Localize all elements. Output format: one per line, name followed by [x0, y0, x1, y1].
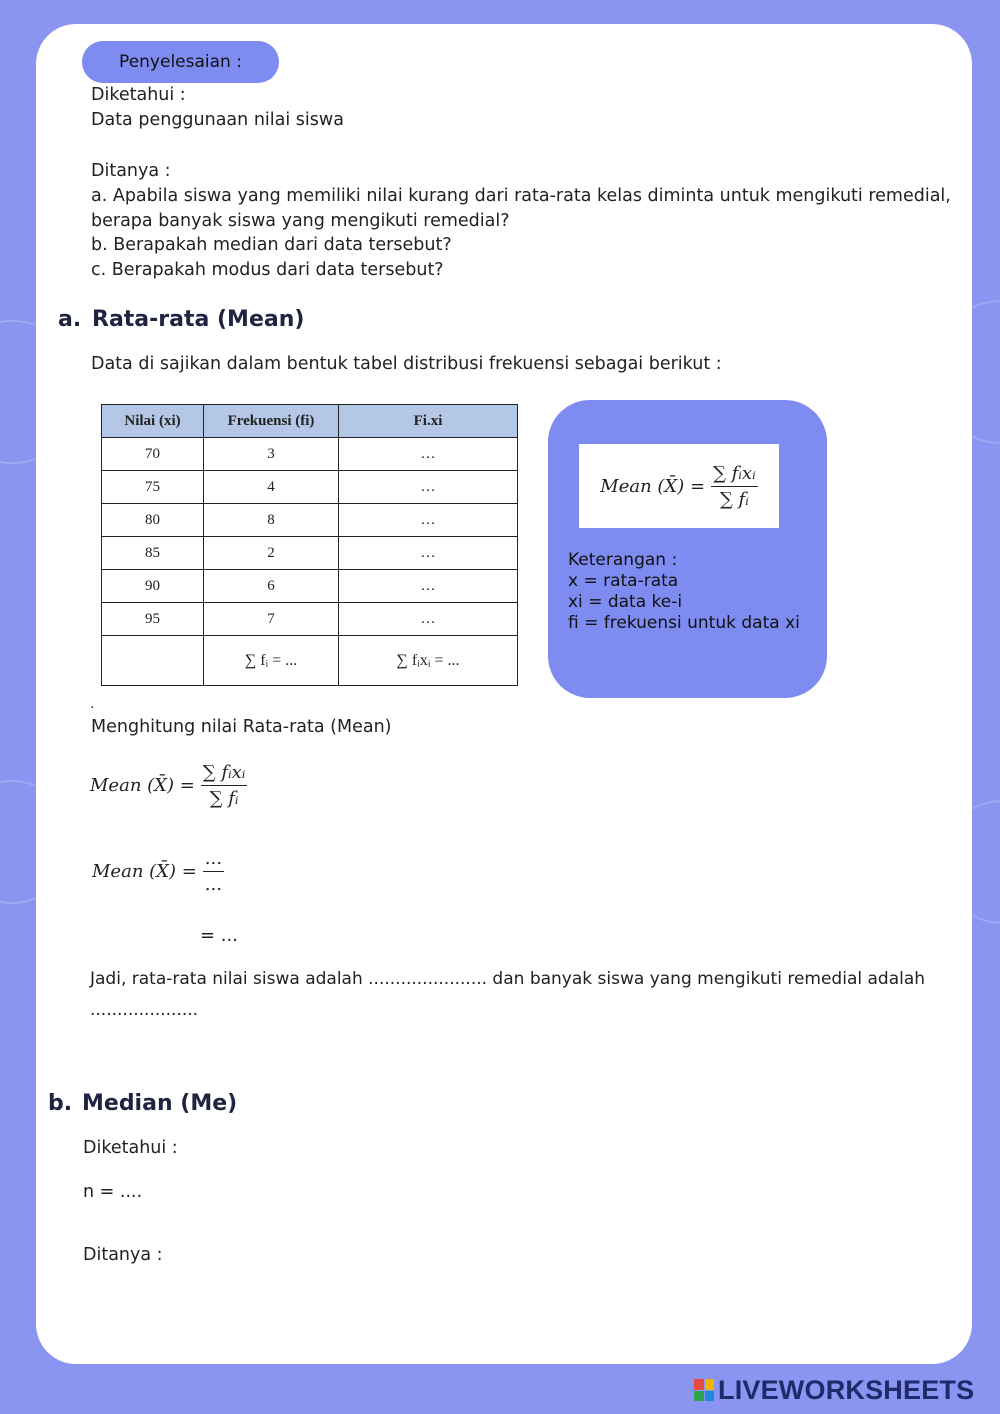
table-sum-row: [102, 636, 518, 686]
table-intro: Data di sajikan dalam bentuk tabel distribusi frekuensi sebagai berikut :: [91, 354, 722, 374]
legend-block: [568, 550, 800, 634]
table-row: [102, 570, 518, 603]
sum-frequency: ∑ fᵢ = ...: [204, 636, 339, 686]
section-b-title: Median (Me): [82, 1091, 238, 1116]
section-a-title: Rata-rata (Mean): [92, 307, 305, 332]
liveworksheets-brand: LIVEWORKSHEETS: [718, 1374, 975, 1405]
calc-formula-1: [90, 762, 247, 809]
calc-result: = ...: [200, 925, 238, 946]
cell-nilai: 80: [102, 504, 204, 537]
cell-frekuensi: 8: [204, 504, 339, 537]
cell-nilai: 95: [102, 603, 204, 636]
solution-pill: [82, 41, 279, 83]
question-b: b. Berapakah median dari data tersebut?: [91, 235, 452, 255]
solution-pill-label: Penyelesaian :: [119, 52, 242, 72]
formula-panel: [548, 400, 827, 698]
cell-fixi: …: [339, 570, 518, 603]
table-row: [102, 438, 518, 471]
table-header-frekuensi: Frekuensi (fi): [204, 405, 339, 438]
given-label: Diketahui :: [91, 85, 186, 105]
cell-frekuensi: 2: [204, 537, 339, 570]
liveworksheets-logo[interactable]: [694, 1374, 974, 1406]
frequency-table: [101, 404, 518, 686]
median-asked-label: Ditanya :: [83, 1245, 163, 1265]
question-a-line1: a. Apabila siswa yang memiliki nilai kurang dari rata-rata kelas diminta untuk mengikuti remedial,: [91, 186, 951, 206]
table-row: [102, 537, 518, 570]
conclusion-line2: ....................: [90, 1000, 199, 1020]
cell-fixi: …: [339, 471, 518, 504]
calc-formula-1-numerator: ∑ fᵢxᵢ: [201, 762, 248, 786]
stray-dot: .: [90, 696, 95, 712]
given-text: Data penggunaan nilai siswa: [91, 110, 344, 130]
median-n-line: n = ....: [83, 1182, 143, 1202]
calc-formula-2-numerator: ...: [203, 848, 224, 872]
cell-frekuensi: 4: [204, 471, 339, 504]
calc-formula-2-denominator: ...: [204, 874, 222, 895]
table-header-fixi: Fi.xi: [339, 405, 518, 438]
legend-title: Keterangan :: [568, 550, 678, 570]
mean-formula-box: [579, 444, 779, 528]
cell-nilai: 75: [102, 471, 204, 504]
conclusion-line1: Jadi, rata-rata nilai siswa adalah ...................... dan banyak siswa yang mengikuti remedial adalah: [90, 969, 926, 989]
cell-frekuensi: 7: [204, 603, 339, 636]
table-row: [102, 603, 518, 636]
cell-frekuensi: 3: [204, 438, 339, 471]
mean-formula-lhs: Mean (X̄) =: [600, 475, 706, 497]
asked-label: Ditanya :: [91, 161, 171, 181]
cell-nilai: 90: [102, 570, 204, 603]
sum-fixi: ∑ fᵢxᵢ = ...: [339, 636, 518, 686]
table-row: [102, 504, 518, 537]
liveworksheets-logo-icon: [694, 1379, 714, 1401]
section-b-marker: b.: [48, 1091, 73, 1116]
cell-fixi: …: [339, 504, 518, 537]
calc-formula-2: [92, 848, 224, 895]
cell-nilai: 70: [102, 438, 204, 471]
table-header-nilai: Nilai (xi): [102, 405, 204, 438]
cell-fixi: …: [339, 438, 518, 471]
section-a-marker: a.: [58, 307, 82, 332]
calc-label: Menghitung nilai Rata-rata (Mean): [91, 717, 392, 737]
median-given-label: Diketahui :: [83, 1138, 178, 1158]
cell-nilai: 85: [102, 537, 204, 570]
question-a-line2: berapa banyak siswa yang mengikuti remedial?: [91, 211, 510, 231]
cell-fixi: …: [339, 603, 518, 636]
mean-formula: [600, 463, 757, 510]
mean-formula-numerator: ∑ fᵢxᵢ: [711, 463, 758, 487]
legend-line: fi = frekuensi untuk data xi: [568, 613, 800, 633]
calc-formula-2-lhs: Mean (X̄) =: [92, 861, 197, 882]
calc-formula-1-lhs: Mean (X̄) =: [90, 775, 195, 796]
cell-frekuensi: 6: [204, 570, 339, 603]
mean-formula-fraction: [711, 463, 758, 510]
legend-line: xi = data ke-i: [568, 592, 683, 612]
cell-empty: [102, 636, 204, 686]
calc-formula-1-denominator: ∑ fᵢ: [209, 788, 239, 809]
legend-line: x = rata-rata: [568, 571, 679, 591]
table-row: [102, 471, 518, 504]
question-c: c. Berapakah modus dari data tersebut?: [91, 260, 444, 280]
cell-fixi: …: [339, 537, 518, 570]
mean-formula-denominator: ∑ fᵢ: [719, 488, 749, 510]
